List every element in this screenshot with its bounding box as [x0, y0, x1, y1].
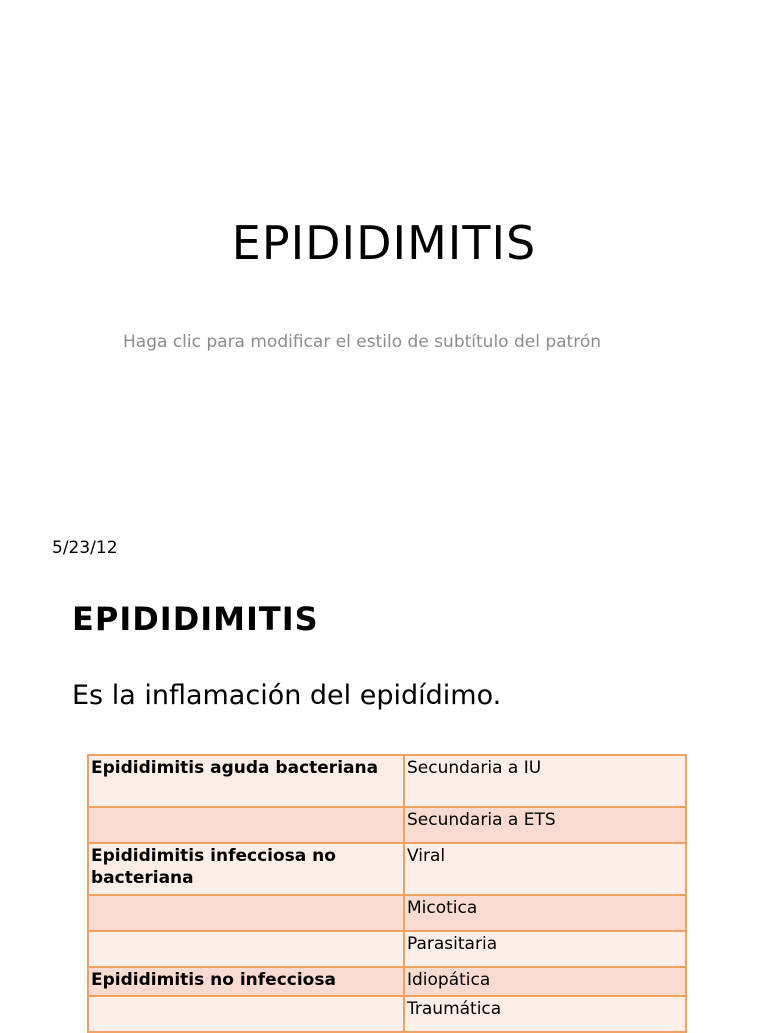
slide-title: EPIDIDIMITIS: [231, 216, 537, 270]
section-heading: EPIDIDIMITIS: [72, 600, 319, 638]
type-cell: Traumática: [404, 996, 686, 1032]
category-cell: Epididimitis infecciosa no bacteriana: [88, 843, 404, 895]
table-row: [88, 807, 686, 843]
type-cell: Viral: [404, 843, 686, 895]
category-cell: [88, 996, 404, 1032]
table-row: [88, 931, 686, 967]
slide-subtitle-placeholder: Haga clic para modificar el estilo de subtítulo del patrón: [123, 332, 602, 352]
category-cell: Epididimitis no infecciosa: [88, 967, 404, 996]
table-row: [88, 755, 686, 807]
definition-text: Es la inflamación del epidídimo.: [72, 680, 502, 711]
slide-date: 5/23/12: [52, 538, 118, 558]
table-row: [88, 843, 686, 895]
category-cell: Epididimitis aguda bacteriana: [88, 755, 404, 807]
type-cell: Parasitaria: [404, 931, 686, 967]
category-cell: [88, 807, 404, 843]
table-row: [88, 967, 686, 996]
type-cell: Secundaria a IU: [404, 755, 686, 807]
type-cell: Micotica: [404, 895, 686, 931]
type-cell: Secundaria a ETS: [404, 807, 686, 843]
type-cell: Idiopática: [404, 967, 686, 996]
classification-table: [87, 754, 687, 1033]
table-row: [88, 996, 686, 1032]
category-cell: [88, 895, 404, 931]
category-cell: [88, 931, 404, 967]
table-row: [88, 895, 686, 931]
